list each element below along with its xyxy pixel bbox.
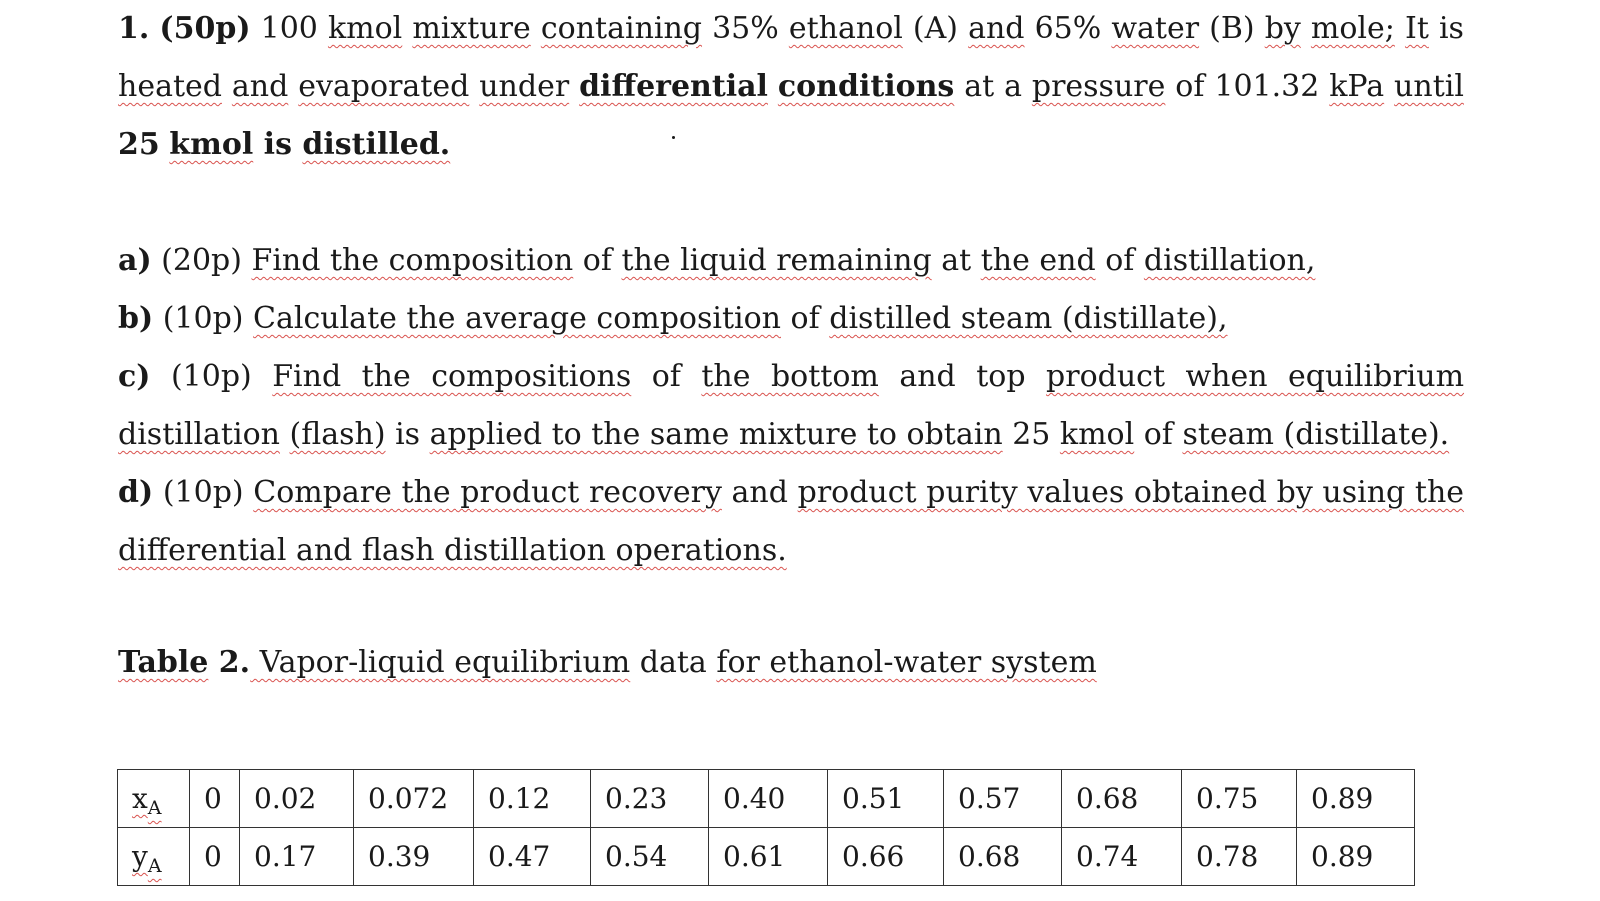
table-cell-y: 0.68 <box>944 828 1062 886</box>
text-run: until <box>1394 69 1464 104</box>
text-run: for ethanol-water system <box>716 645 1097 680</box>
text-run: is <box>1428 11 1464 46</box>
text-run: kmol <box>327 11 403 46</box>
vle-table <box>117 769 1415 886</box>
table-cell-y: 0.61 <box>709 828 828 886</box>
text-run: at <box>931 243 981 278</box>
part-points: (10p) <box>150 359 273 394</box>
part-points: (10p) <box>153 475 254 510</box>
text-run: x <box>132 782 148 815</box>
text-run: the end <box>980 243 1096 278</box>
text-run: under <box>479 69 570 104</box>
table-cell-y: 0.66 <box>828 828 944 886</box>
text-run: differential and flash distillation operations. <box>118 533 787 568</box>
text-run: heated <box>118 69 222 104</box>
text-run: steam (distillate). <box>1182 417 1450 452</box>
table-row-y <box>118 828 1415 886</box>
text-run: Vapor-liquid equilibrium <box>250 645 631 680</box>
text-run: It <box>1404 11 1429 46</box>
text-run: kmol <box>1059 417 1135 452</box>
text-run: the bottom <box>701 359 879 394</box>
text-run: kmol <box>169 127 254 162</box>
table-cell-x: 0.02 <box>240 770 354 828</box>
part-label: a) <box>118 243 152 278</box>
text-run: 100 <box>250 11 328 46</box>
text-run: distilled. <box>302 127 451 162</box>
table-cell-x: 0.23 <box>591 770 709 828</box>
text-run: 2. <box>208 645 251 680</box>
text-run: of <box>631 359 702 394</box>
text-run: water <box>1111 11 1200 46</box>
text-run: (B) <box>1199 11 1265 46</box>
text-run: 25 <box>1002 417 1060 452</box>
text-run: at a <box>954 69 1032 104</box>
text-run: Table <box>118 645 209 680</box>
part-c <box>118 348 1464 464</box>
table-cell-x: 0.40 <box>709 770 828 828</box>
text-run: ethanol <box>788 11 903 46</box>
text-run: data <box>630 645 717 680</box>
table-cell-x: 0.57 <box>944 770 1062 828</box>
table-cell-x: 0.072 <box>354 770 474 828</box>
part-points: (10p) <box>153 301 254 336</box>
text-run: A <box>147 855 162 877</box>
problem-statement <box>118 0 1464 174</box>
part-label: c) <box>118 359 151 394</box>
part-a <box>118 232 1464 290</box>
part-b <box>118 290 1464 348</box>
text-run: of <box>1095 243 1144 278</box>
table-cell-x: 0.75 <box>1182 770 1297 828</box>
text-run: 25 <box>118 127 160 162</box>
problem-number: 1. <box>118 11 150 46</box>
text-run: kPa <box>1329 69 1385 104</box>
text-run: 65% <box>1024 11 1112 46</box>
table-cell-y: 0 <box>190 828 240 886</box>
text-run: A <box>147 797 162 819</box>
text-run: of <box>573 243 622 278</box>
text-run: is <box>253 127 303 162</box>
table-cell-x: 0 <box>190 770 240 828</box>
text-run: Find the composition <box>251 243 574 278</box>
text-run: of <box>1134 417 1183 452</box>
table-cell-x: 0.12 <box>474 770 591 828</box>
text-run: distilled steam (distillate), <box>829 301 1228 336</box>
text-run: and <box>721 475 798 510</box>
table-cell-y: 0.39 <box>354 828 474 886</box>
table-cell-y: 0.78 <box>1182 828 1297 886</box>
text-run: and top <box>878 359 1047 394</box>
text-run: applied to the same mixture to obtain <box>429 417 1003 452</box>
text-run: differential <box>579 69 768 104</box>
text-run: mixture <box>412 11 531 46</box>
row-header-xa <box>118 770 190 828</box>
text-run: mole; <box>1310 11 1395 46</box>
text-run: by <box>1264 11 1301 46</box>
text-run: conditions <box>777 69 955 104</box>
table-cell-y: 0.54 <box>591 828 709 886</box>
table-caption <box>118 634 1097 692</box>
text-run: distillation, <box>1143 243 1316 278</box>
problem-points: (50p) <box>159 11 251 46</box>
text-run: is <box>385 417 430 452</box>
text-run: evaporated <box>298 69 470 104</box>
text-run: (flash) <box>289 417 386 452</box>
part-label: b) <box>118 301 154 336</box>
part-d <box>118 464 1464 580</box>
text-run: the liquid remaining <box>621 243 932 278</box>
table-row-x <box>118 770 1415 828</box>
table-cell-y: 0.74 <box>1062 828 1182 886</box>
table-cell-x: 0.68 <box>1062 770 1182 828</box>
text-run: containing <box>540 11 703 46</box>
text-run: product when equilibrium distillation <box>118 359 1465 452</box>
table-cell-y: 0.47 <box>474 828 591 886</box>
table-cell-x: 0.89 <box>1297 770 1415 828</box>
text-run: pressure <box>1031 69 1166 104</box>
text-run: and <box>968 11 1025 46</box>
part-points: (20p) <box>151 243 252 278</box>
text-run: y <box>132 840 148 873</box>
text-run: Compare the product recovery <box>253 475 722 510</box>
text-run: and <box>231 69 289 104</box>
table-cell-x: 0.51 <box>828 770 944 828</box>
text-run: 35% <box>702 11 789 46</box>
text-run: of <box>781 301 830 336</box>
row-header-ya <box>118 828 190 886</box>
text-run: product purity values obtained by using the <box>797 475 1465 510</box>
table-cell-y: 0.17 <box>240 828 354 886</box>
stray-dot <box>672 136 675 139</box>
text-run: of 101.32 <box>1165 69 1330 104</box>
text-run: (A) <box>902 11 969 46</box>
part-label: d) <box>118 475 154 510</box>
table-cell-y: 0.89 <box>1297 828 1415 886</box>
text-run: Calculate the average composition <box>253 301 781 336</box>
text-run: Find the compositions <box>272 359 632 394</box>
